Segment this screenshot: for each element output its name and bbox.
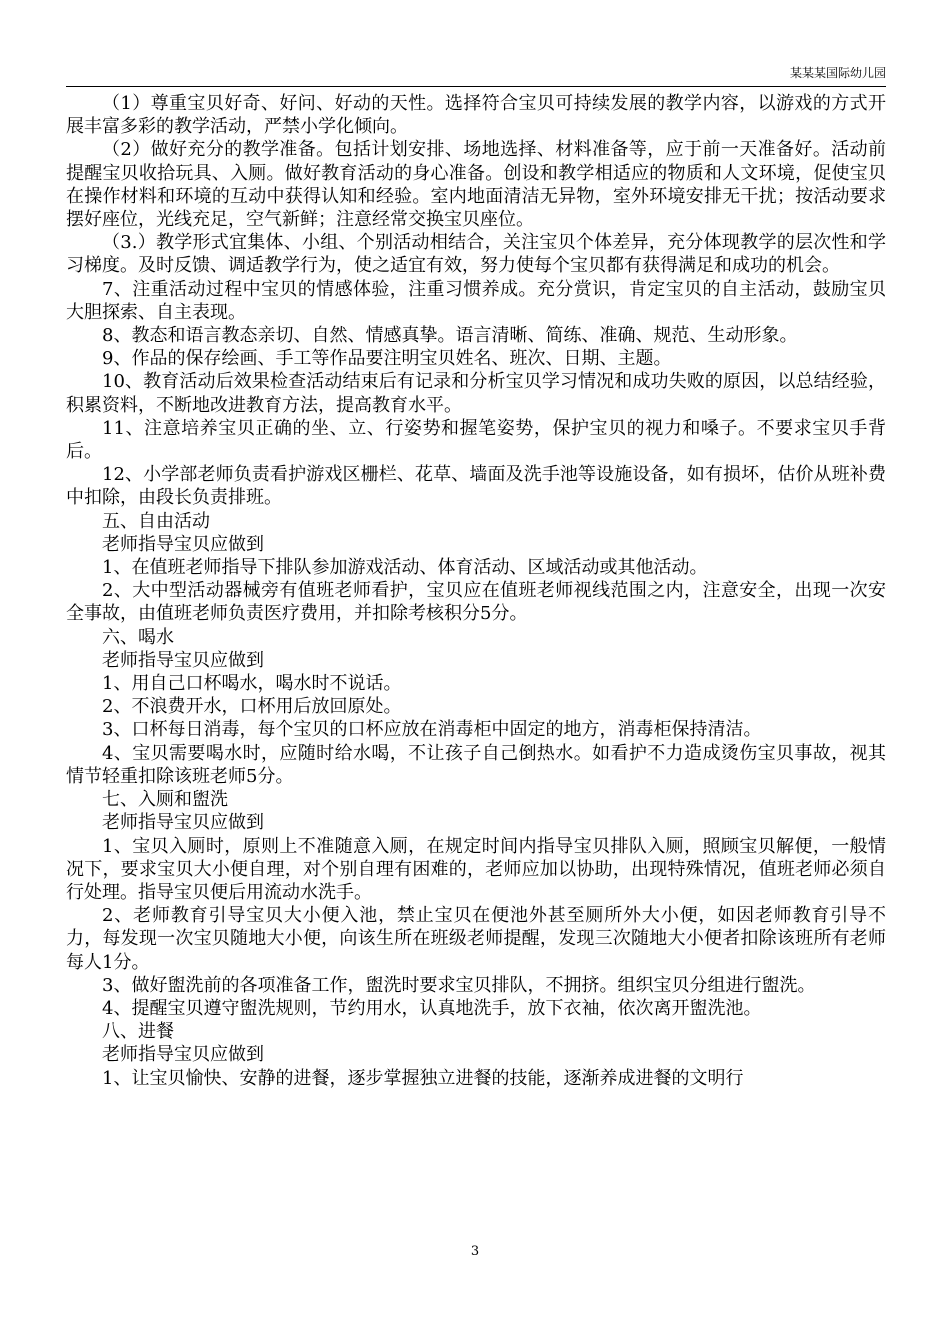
paragraph: 9、作品的保存绘画、手工等作品要注明宝贝姓名、班次、日期、主题。 xyxy=(102,348,672,370)
subheading: 老师指导宝贝应做到 xyxy=(102,812,264,834)
subheading: 老师指导宝贝应做到 xyxy=(102,649,264,671)
paragraph: 2、不浪费开水，口杯用后放回原处。 xyxy=(102,696,402,718)
paragraph: 3、口杯每日消毒，每个宝贝的口杯应放在消毒柜中固定的地方，消毒柜保持清洁。 xyxy=(102,719,762,741)
page-header-org-name: 某某某国际幼儿园 xyxy=(789,66,886,80)
paragraph: 11、注意培养宝贝正确的坐、立、行姿势和握笔姿势，保护宝贝的视力和嗓子。不要求宝贝手背后。 xyxy=(66,417,886,463)
subheading: 老师指导宝贝应做到 xyxy=(102,533,264,555)
paragraph: 1、在值班老师指导下排队参加游戏活动、体育活动、区域活动或其他活动。 xyxy=(102,557,708,579)
subheading: 老师指导宝贝应做到 xyxy=(102,1044,264,1066)
paragraph: 8、教态和语言教态亲切、自然、情感真挚。语言清晰、简练、准确、规范、生动形象。 xyxy=(102,325,798,347)
paragraph: 1、用自己口杯喝水，喝水时不说话。 xyxy=(102,673,402,695)
paragraph: （2）做好充分的教学准备。包括计划安排、场地选择、材料准备等，应于前一天准备好。活动前提醒宝贝收拾玩具、入厕。做好教育活动的身心准备。创设和教学相适应的物质和人文环境，促使宝贝在操作材料和环境的互动中获得认知和经验。室内地面清洁无异物，室外环境安排无干扰；按活动要求摆好座位，光线充足，空气新鲜；注意经常交换宝贝座位。 xyxy=(66,139,886,231)
section-heading: 七、入厕和盥洗 xyxy=(102,789,228,811)
section-heading: 六、喝水 xyxy=(102,626,174,648)
section-heading: 五、自由活动 xyxy=(102,510,210,532)
paragraph: 2、老师教育引导宝贝大小便入池，禁止宝贝在便池外甚至厕所外大小便，如因老师教育引导不力，每发现一次宝贝随地大小便，向该生所在班级老师提醒，发现三次随地大小便者扣除该班所有老师每人1分。 xyxy=(66,905,886,973)
paragraph: 1、宝贝入厕时，原则上不准随意入厕，在规定时间内指导宝贝排队入厕，照顾宝贝解便，一般情况下，要求宝贝大小便自理，对个别自理有困难的，老师应加以协助，出现特殊情况，值班老师必须自行处理。指导宝贝便后用流动水洗手。 xyxy=(66,835,886,903)
paragraph: 1、让宝贝愉快、安静的进餐，逐步掌握独立进餐的技能，逐渐养成进餐的文明行 xyxy=(102,1067,744,1089)
paragraph: 12、小学部老师负责看护游戏区栅栏、花草、墙面及洗手池等设施设备，如有损坏，估价从班补费中扣除，由段长负责排班。 xyxy=(66,464,886,509)
paragraph: 2、大中型活动器械旁有值班老师看护，宝贝应在值班老师视线范围之内，注意安全，出现一次安全事故，由值班老师负责医疗费用，并扣除考核积分5分。 xyxy=(66,580,886,625)
paragraph: 4、宝贝需要喝水时，应随时给水喝，不让孩子自己倒热水。如看护不力造成烫伤宝贝事故，视其情节轻重扣除该班老师5分。 xyxy=(66,742,886,787)
section-heading: 八、进餐 xyxy=(102,1021,174,1043)
paragraph: （1）尊重宝贝好奇、好问、好动的天性。选择符合宝贝可持续发展的教学内容，以游戏的方式开展丰富多彩的教学活动，严禁小学化倾向。 xyxy=(66,93,886,138)
paragraph: （3.）教学形式宜集体、小组、个别活动相结合，关注宝贝个体差异，充分体现教学的层次性和学习梯度。及时反馈、调适教学行为，使之适宜有效，努力使每个宝贝都有获得满足和成功的机会。 xyxy=(66,232,886,277)
document-body xyxy=(66,92,886,1090)
paragraph: 10、教育活动后效果检查活动结束后有记录和分析宝贝学习情况和成功失败的原因，以总结经验，积累资料，不断地改进教育方法，提高教育水平。 xyxy=(66,371,886,416)
paragraph: 7、注重活动过程中宝贝的情感体验，注重习惯养成。充分赏识，肯定宝贝的自主活动，鼓励宝贝大胆探索、自主表现。 xyxy=(66,278,886,323)
paragraph: 3、做好盥洗前的各项准备工作，盥洗时要求宝贝排队，不拥挤。组织宝贝分组进行盥洗。 xyxy=(102,974,816,996)
paragraph: 4、提醒宝贝遵守盥洗规则，节约用水，认真地洗手，放下衣袖，依次离开盥洗池。 xyxy=(102,997,762,1019)
page-number: 3 xyxy=(470,1244,480,1259)
header-divider xyxy=(66,86,886,87)
